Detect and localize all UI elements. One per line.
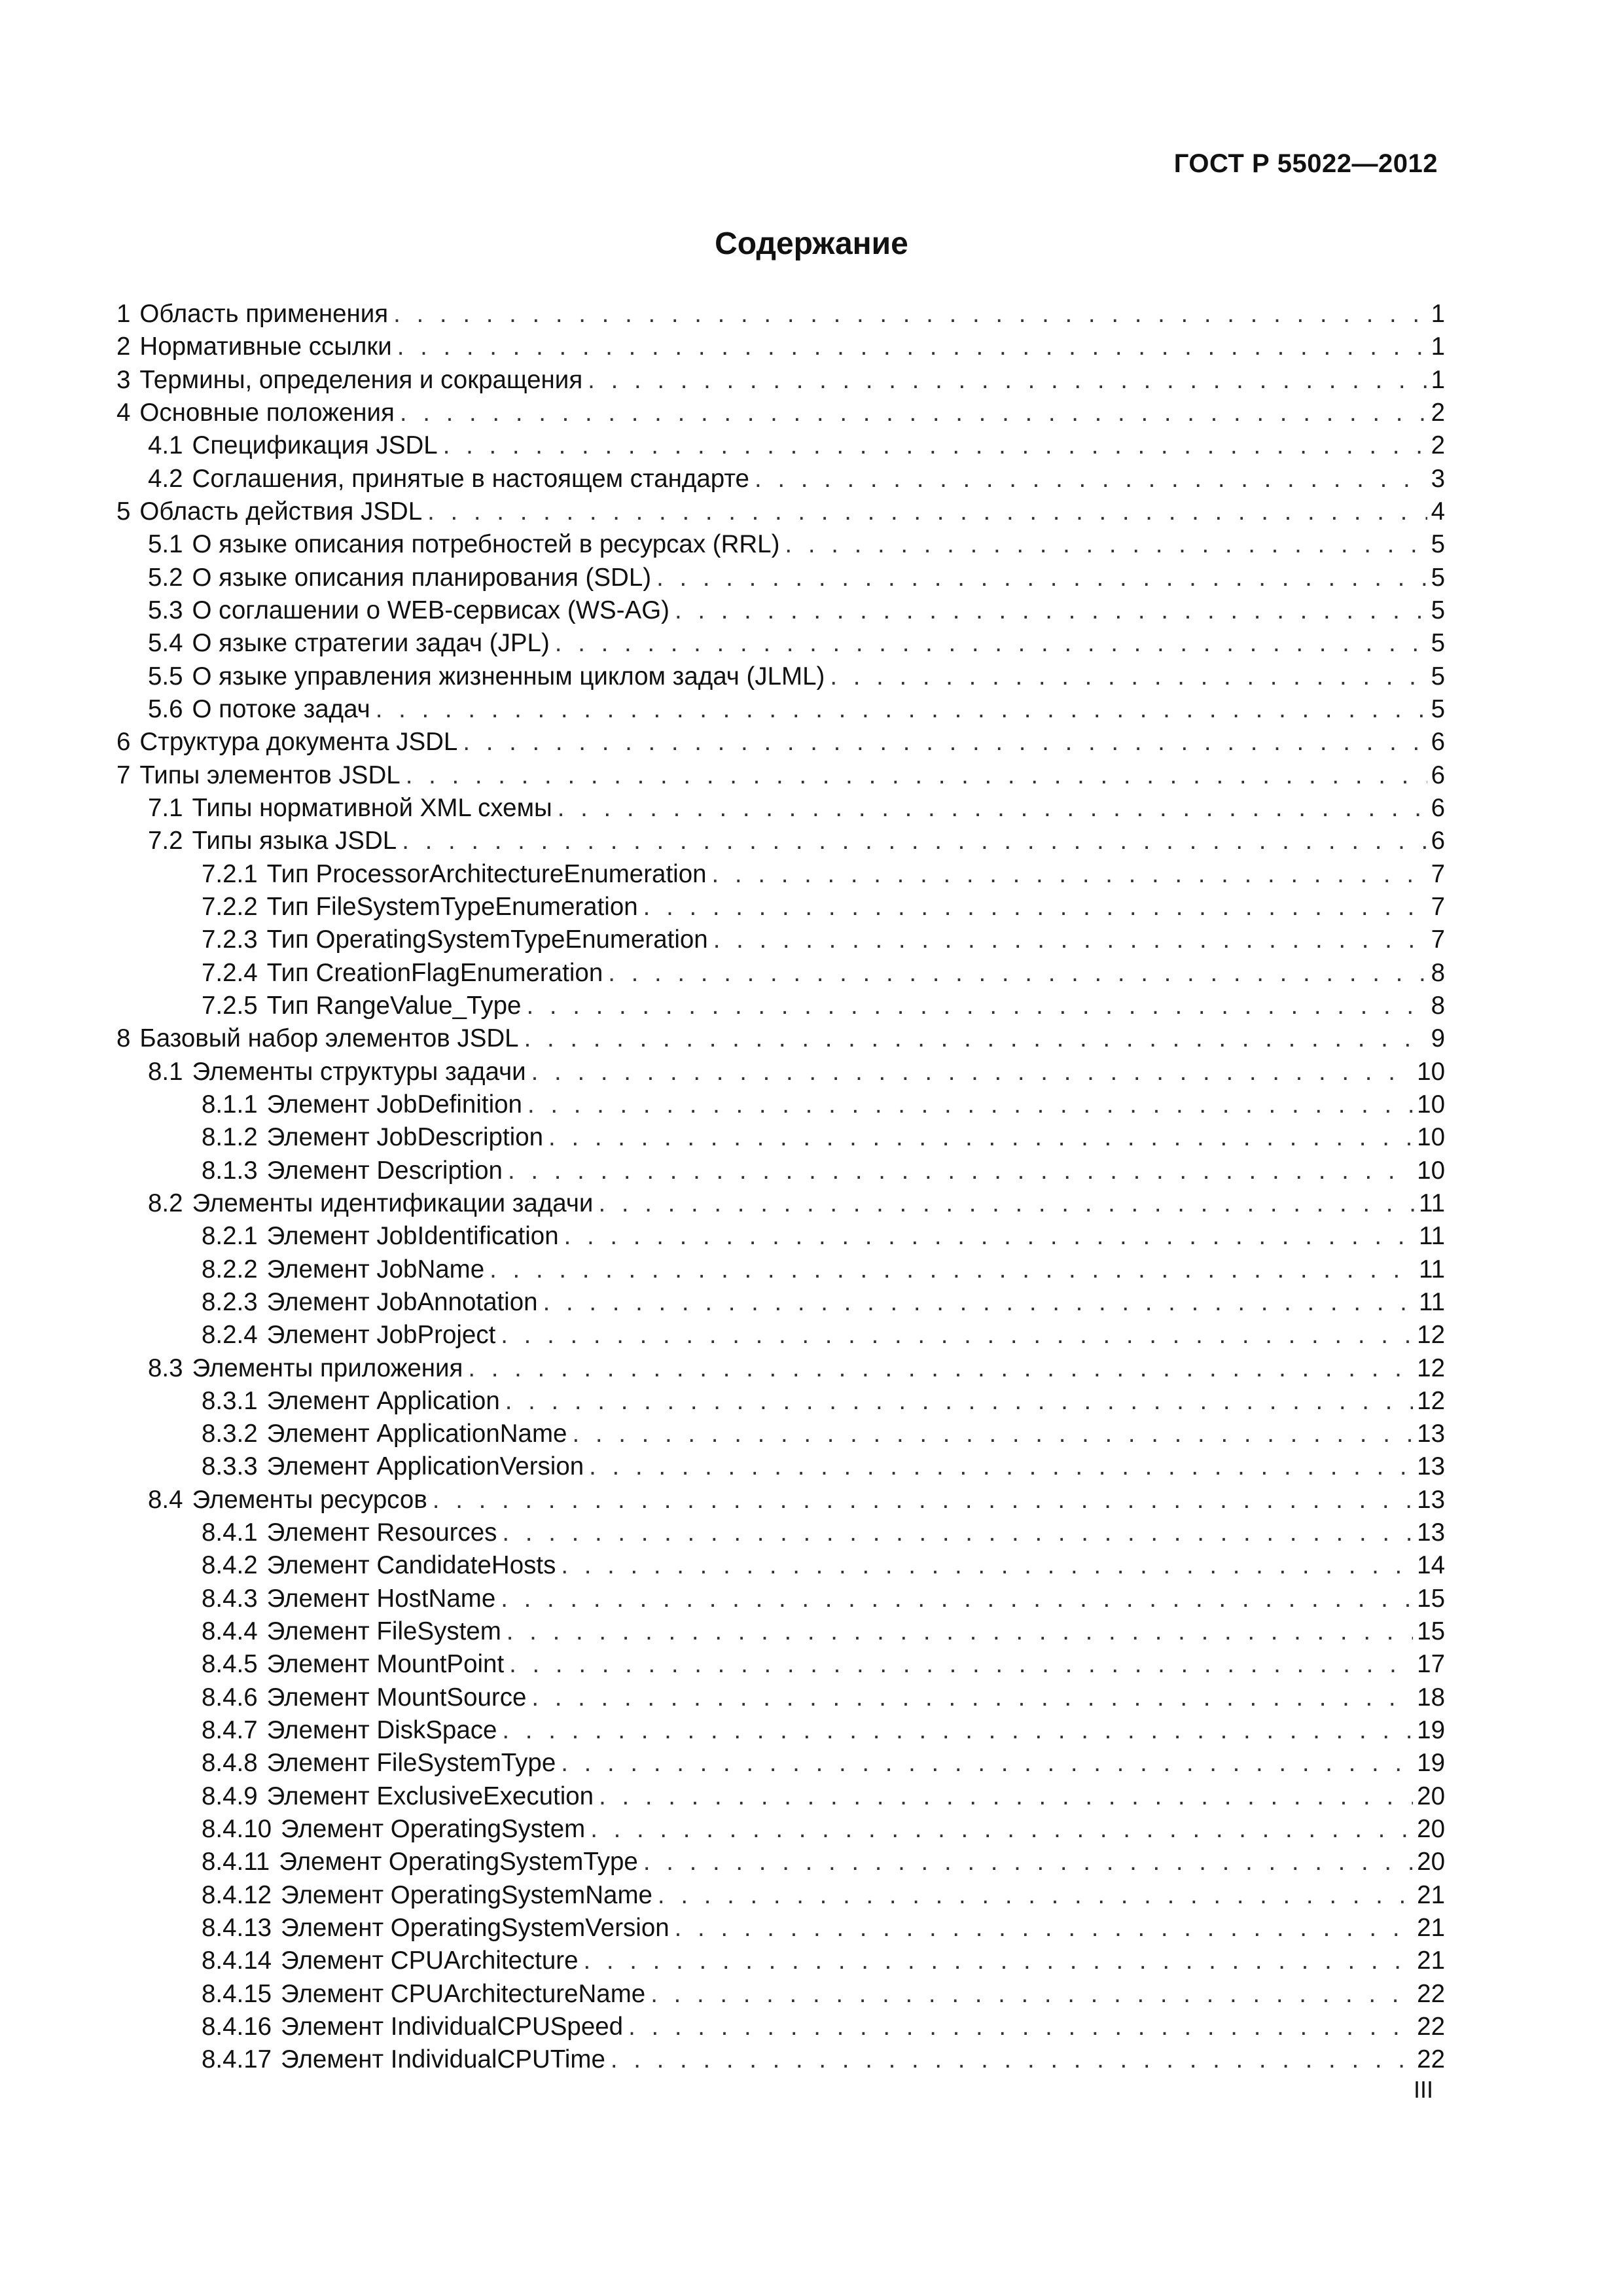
- toc-entry-number: 8.2.1: [202, 1222, 258, 1251]
- toc-entry-number: 8.4.16: [202, 2013, 272, 2041]
- toc-entry[interactable]: [116, 990, 1445, 1022]
- toc-entry[interactable]: [116, 463, 1445, 495]
- toc-entry-number: 8.1.1: [202, 1090, 258, 1119]
- toc-dot-leader: [785, 528, 1427, 561]
- toc-entry-label: Базовый набор элементов JSDL: [139, 1024, 519, 1053]
- toc-entry[interactable]: [116, 1516, 1445, 1549]
- toc-dot-leader: [376, 693, 1427, 726]
- toc-entry-page: 19: [1417, 1716, 1445, 1745]
- toc-entry-label: Элемент ExclusiveExecution: [266, 1782, 594, 1810]
- toc-dot-leader: [526, 990, 1427, 1022]
- toc-entry-number: 3: [116, 365, 131, 394]
- toc-entry[interactable]: [116, 1549, 1445, 1582]
- toc-entry-page: 6: [1431, 761, 1445, 789]
- toc-entry-number: 8.3.3: [202, 1452, 258, 1481]
- toc-entry-label: Основные положения: [139, 398, 395, 427]
- toc-entry-page: 10: [1417, 1090, 1445, 1119]
- toc-entry-label: Элемент CPUArchitectureName: [281, 1979, 646, 2008]
- toc-dot-leader: [531, 1056, 1414, 1088]
- toc-entry-label: Тип ProcessorArchitectureEnumeration: [266, 859, 707, 888]
- toc-dot-leader: [558, 792, 1427, 825]
- table-of-contents: [116, 298, 1445, 2077]
- toc-entry-page: 2: [1431, 431, 1445, 460]
- toc-entry[interactable]: [116, 924, 1445, 956]
- toc-entry-label: Элементы ресурсов: [192, 1485, 427, 1514]
- toc-entry-page: 8: [1431, 958, 1445, 987]
- toc-entry-page: 13: [1417, 1485, 1445, 1514]
- toc-entry-page: 10: [1417, 1156, 1445, 1185]
- toc-dot-leader: [501, 1583, 1413, 1615]
- toc-entry-page: 9: [1431, 1024, 1445, 1053]
- toc-entry[interactable]: [116, 331, 1445, 363]
- toc-entry[interactable]: [116, 759, 1445, 792]
- toc-entry[interactable]: [116, 397, 1445, 429]
- toc-entry-label: О соглашении о WEB-сервисах (WS-AG): [192, 596, 669, 624]
- toc-entry[interactable]: [116, 1978, 1445, 2011]
- toc-dot-leader: [433, 1484, 1413, 1516]
- toc-entry-label: О языке стратегии задач (JPL): [192, 629, 550, 658]
- toc-dot-leader: [608, 957, 1427, 990]
- toc-entry[interactable]: [116, 298, 1445, 331]
- toc-entry-page: 21: [1417, 1880, 1445, 1909]
- toc-entry-number: 7.2: [148, 827, 183, 855]
- toc-entry-number: 6: [116, 728, 131, 757]
- toc-entry[interactable]: [116, 495, 1445, 528]
- toc-entry-label: Элемент HostName: [266, 1584, 496, 1613]
- toc-entry-number: 5.2: [148, 563, 183, 592]
- toc-entry[interactable]: [116, 1714, 1445, 1747]
- toc-entry[interactable]: [116, 1385, 1445, 1418]
- toc-dot-leader: [651, 1978, 1413, 2011]
- toc-entry-page: 11: [1419, 1255, 1445, 1283]
- toc-entry-number: 8.1.2: [202, 1123, 258, 1152]
- toc-entry-page: 14: [1417, 1551, 1445, 1580]
- toc-entry-label: Элементы структуры задачи: [192, 1057, 526, 1086]
- toc-entry-page: 12: [1417, 1386, 1445, 1415]
- toc-dot-leader: [561, 1549, 1413, 1582]
- toc-entry[interactable]: [116, 1220, 1445, 1253]
- toc-entry-label: О языке описания потребностей в ресурсах (RRL): [192, 530, 780, 559]
- toc-entry[interactable]: [116, 1319, 1445, 1352]
- toc-entry-number: 8.4.3: [202, 1584, 258, 1613]
- toc-entry-page: 13: [1417, 1420, 1445, 1448]
- toc-dot-leader: [468, 1352, 1413, 1385]
- toc-entry-label: Элемент DiskSpace: [266, 1716, 497, 1745]
- toc-entry-number: 8.4.2: [202, 1551, 258, 1580]
- toc-entry-number: 7: [116, 761, 131, 789]
- toc-entry-page: 7: [1431, 892, 1445, 921]
- toc-entry-label: Элемент OperatingSystemType: [279, 1848, 638, 1876]
- toc-entry[interactable]: [116, 562, 1445, 594]
- toc-entry-page: 8: [1431, 991, 1445, 1020]
- toc-entry-page: 13: [1417, 1518, 1445, 1547]
- toc-entry-label: Типы языка JSDL: [192, 827, 397, 855]
- toc-dot-leader: [502, 1714, 1413, 1747]
- toc-entry-label: Тип RangeValue_Type: [266, 991, 522, 1020]
- toc-entry-page: 15: [1417, 1584, 1445, 1613]
- toc-entry-page: 11: [1419, 1222, 1445, 1251]
- toc-entry-page: 6: [1431, 827, 1445, 855]
- toc-entry-page: 12: [1417, 1354, 1445, 1382]
- toc-entry-number: 7.2.2: [202, 892, 258, 921]
- toc-entry-label: Элемент OperatingSystem: [281, 1815, 586, 1844]
- toc-entry-label: Элемент Application: [266, 1386, 500, 1415]
- toc-entry-page: 5: [1431, 694, 1445, 723]
- toc-entry-number: 8.4.6: [202, 1683, 258, 1712]
- toc-dot-leader: [599, 1780, 1413, 1813]
- toc-dot-leader: [505, 1385, 1413, 1418]
- toc-entry-page: 20: [1417, 1782, 1445, 1810]
- toc-entry-label: Термины, определения и сокращения: [139, 365, 583, 394]
- toc-entry[interactable]: [116, 364, 1445, 397]
- toc-entry-page: 20: [1417, 1848, 1445, 1876]
- toc-entry-page: 1: [1431, 365, 1445, 394]
- toc-dot-leader: [713, 924, 1427, 956]
- toc-entry-label: Элемент IndividualCPUTime: [281, 2045, 605, 2074]
- toc-entry-number: 5.3: [148, 596, 183, 624]
- toc-dot-leader: [572, 1418, 1413, 1450]
- toc-dot-leader: [402, 825, 1427, 857]
- toc-entry[interactable]: [116, 1813, 1445, 1846]
- toc-entry-number: 8.4.5: [202, 1650, 258, 1679]
- toc-entry-number: 8.4.12: [202, 1880, 272, 1909]
- toc-entry[interactable]: [116, 1056, 1445, 1088]
- toc-entry-number: 8: [116, 1024, 131, 1053]
- toc-dot-leader: [427, 495, 1427, 528]
- toc-entry-label: Элемент JobAnnotation: [266, 1287, 538, 1316]
- toc-entry-label: Элемент Description: [266, 1156, 503, 1185]
- toc-dot-leader: [527, 1088, 1413, 1121]
- toc-dot-leader: [656, 562, 1427, 594]
- toc-entry[interactable]: [116, 1615, 1445, 1648]
- toc-dot-leader: [830, 660, 1427, 693]
- toc-entry-page: 1: [1431, 332, 1445, 361]
- toc-dot-leader: [406, 759, 1427, 792]
- toc-dot-leader: [507, 1615, 1413, 1648]
- toc-dot-leader: [463, 726, 1427, 759]
- toc-entry[interactable]: [116, 957, 1445, 990]
- toc-entry-label: Область применения: [139, 300, 389, 328]
- toc-entry[interactable]: [116, 1484, 1445, 1516]
- toc-dot-leader: [589, 1450, 1413, 1483]
- toc-entry-label: Элемент CandidateHosts: [266, 1551, 556, 1580]
- toc-entry-page: 22: [1417, 1979, 1445, 2008]
- toc-entry-page: 22: [1417, 2013, 1445, 2041]
- toc-entry-label: Элемент JobIdentification: [266, 1222, 559, 1251]
- toc-entry[interactable]: [116, 891, 1445, 924]
- toc-entry-number: 8.4.1: [202, 1518, 258, 1547]
- toc-dot-leader: [548, 1121, 1413, 1154]
- toc-entry-number: 7.2.5: [202, 991, 258, 1020]
- document-code: ГОСТ Р 55022—2012: [1173, 149, 1438, 178]
- toc-entry-number: 8.4.7: [202, 1716, 258, 1745]
- toc-entry-label: Тип FileSystemTypeEnumeration: [266, 892, 638, 921]
- toc-entry-number: 8.4.4: [202, 1617, 258, 1646]
- toc-entry[interactable]: [116, 1583, 1445, 1615]
- toc-entry-label: Типы нормативной XML схемы: [192, 793, 552, 822]
- toc-entry-number: 1: [116, 300, 131, 328]
- toc-entry-label: Элемент JobDefinition: [266, 1090, 522, 1119]
- toc-entry[interactable]: [116, 726, 1445, 759]
- toc-entry-number: 8.4.8: [202, 1749, 258, 1778]
- toc-dot-leader: [712, 858, 1427, 891]
- toc-entry-number: 8.4.10: [202, 1815, 272, 1844]
- toc-dot-leader: [501, 1319, 1413, 1352]
- toc-dot-leader: [502, 1516, 1413, 1549]
- toc-entry-number: 8.3: [148, 1354, 183, 1382]
- toc-entry-label: Элементы приложения: [192, 1354, 463, 1382]
- toc-entry[interactable]: [116, 1681, 1445, 1714]
- toc-entry[interactable]: [116, 1648, 1445, 1681]
- page-number: III: [1413, 2076, 1433, 2103]
- toc-dot-leader: [643, 1846, 1413, 1878]
- toc-entry-label: Нормативные ссылки: [139, 332, 392, 361]
- toc-entry[interactable]: [116, 1187, 1445, 1220]
- toc-entry[interactable]: [116, 693, 1445, 726]
- toc-entry-page: 12: [1417, 1321, 1445, 1350]
- toc-entry-label: О языке описания планирования (SDL): [192, 563, 652, 592]
- toc-entry-label: Элемент JobDescription: [266, 1123, 544, 1152]
- toc-entry[interactable]: [116, 1879, 1445, 1912]
- toc-entry[interactable]: [116, 594, 1445, 627]
- toc-entry-page: 1: [1431, 300, 1445, 328]
- toc-title: Содержание: [715, 226, 908, 261]
- toc-entry-label: Типы элементов JSDL: [139, 761, 401, 789]
- toc-dot-leader: [531, 1681, 1413, 1714]
- toc-entry-page: 21: [1417, 1946, 1445, 1975]
- toc-entry-label: Элемент Resources: [266, 1518, 497, 1547]
- toc-dot-leader: [628, 2011, 1413, 2043]
- toc-entry-page: 5: [1431, 530, 1445, 559]
- toc-entry-label: Элемент ApplicationName: [266, 1420, 567, 1448]
- toc-entry[interactable]: [116, 1352, 1445, 1385]
- toc-entry-number: 8.3.1: [202, 1386, 258, 1415]
- toc-entry-number: 8.1: [148, 1057, 183, 1086]
- toc-entry[interactable]: [116, 1253, 1445, 1286]
- toc-dot-leader: [598, 1187, 1415, 1220]
- toc-entry-label: Элемент IndividualCPUSpeed: [281, 2013, 624, 2041]
- toc-entry-number: 8.1.3: [202, 1156, 258, 1185]
- toc-entry-number: 8.4.17: [202, 2045, 272, 2074]
- toc-entry-label: Элемент MountSource: [266, 1683, 527, 1712]
- toc-entry-page: 21: [1417, 1914, 1445, 1943]
- toc-entry-page: 18: [1417, 1683, 1445, 1712]
- toc-entry-label: О языке управления жизненным циклом задач (JLML): [192, 662, 825, 691]
- toc-dot-leader: [443, 429, 1427, 462]
- toc-dot-leader: [611, 2043, 1413, 2076]
- toc-entry-page: 6: [1431, 728, 1445, 757]
- toc-dot-leader: [400, 397, 1427, 429]
- toc-dot-leader: [590, 1813, 1413, 1846]
- toc-entry-page: 20: [1417, 1815, 1445, 1844]
- toc-entry-page: 11: [1419, 1189, 1445, 1217]
- toc-dot-leader: [509, 1648, 1413, 1681]
- toc-entry-number: 8.2: [148, 1189, 183, 1217]
- toc-dot-leader: [588, 364, 1427, 397]
- toc-dot-leader: [524, 1022, 1427, 1055]
- toc-entry-label: Элемент JobName: [266, 1255, 485, 1283]
- toc-entry-label: Элемент FileSystem: [266, 1617, 501, 1646]
- toc-entry-page: 17: [1417, 1650, 1445, 1679]
- toc-entry[interactable]: [116, 858, 1445, 891]
- toc-entry-number: 7.2.1: [202, 859, 258, 888]
- toc-entry-label: Спецификация JSDL: [192, 431, 438, 460]
- toc-entry-page: 6: [1431, 793, 1445, 822]
- toc-entry[interactable]: [116, 429, 1445, 462]
- toc-dot-leader: [564, 1220, 1415, 1253]
- toc-dot-leader: [675, 1912, 1414, 1945]
- toc-dot-leader: [397, 331, 1427, 363]
- toc-entry-number: 5: [116, 497, 131, 526]
- toc-entry[interactable]: [116, 528, 1445, 561]
- toc-entry-number: 7.2.4: [202, 958, 258, 987]
- toc-entry-page: 15: [1417, 1617, 1445, 1646]
- toc-entry[interactable]: [116, 1747, 1445, 1780]
- toc-dot-leader: [561, 1747, 1413, 1780]
- toc-entry-page: 19: [1417, 1749, 1445, 1778]
- toc-entry-label: Элемент OperatingSystemVersion: [281, 1914, 669, 1943]
- toc-entry-number: 5.6: [148, 694, 183, 723]
- toc-dot-leader: [490, 1253, 1415, 1286]
- toc-entry-number: 8.2.4: [202, 1321, 258, 1350]
- toc-entry-number: 5.4: [148, 629, 183, 658]
- toc-dot-leader: [658, 1879, 1413, 1912]
- toc-entry-page: 5: [1431, 596, 1445, 624]
- toc-entry-number: 4: [116, 398, 131, 427]
- toc-entry[interactable]: [116, 1286, 1445, 1319]
- toc-entry-number: 8.4.9: [202, 1782, 258, 1810]
- toc-entry-label: Элемент CPUArchitecture: [281, 1946, 579, 1975]
- toc-entry[interactable]: [116, 1088, 1445, 1121]
- toc-entry-page: 2: [1431, 398, 1445, 427]
- toc-entry[interactable]: [116, 1121, 1445, 1154]
- toc-entry-number: 2: [116, 332, 131, 361]
- toc-entry-page: 10: [1417, 1123, 1445, 1152]
- toc-dot-leader: [755, 463, 1427, 495]
- toc-entry[interactable]: [116, 1418, 1445, 1450]
- toc-entry-number: 8.2.2: [202, 1255, 258, 1283]
- toc-entry[interactable]: [116, 2011, 1445, 2043]
- toc-entry-page: 13: [1417, 1452, 1445, 1481]
- toc-entry-number: 5.1: [148, 530, 183, 559]
- toc-entry[interactable]: [116, 627, 1445, 660]
- toc-entry-page: 5: [1431, 629, 1445, 658]
- toc-entry-number: 7.1: [148, 793, 183, 822]
- toc-entry-label: Структура документа JSDL: [139, 728, 458, 757]
- toc-entry-number: 4.2: [148, 464, 183, 493]
- toc-entry-number: 8.4: [148, 1485, 183, 1514]
- toc-entry-label: О потоке задач: [192, 694, 370, 723]
- toc-entry-page: 5: [1431, 563, 1445, 592]
- toc-entry[interactable]: [116, 2043, 1445, 2076]
- toc-entry[interactable]: [116, 1780, 1445, 1813]
- toc-entry[interactable]: [116, 1846, 1445, 1878]
- toc-entry-label: Элемент ApplicationVersion: [266, 1452, 584, 1481]
- toc-dot-leader: [555, 627, 1427, 660]
- toc-entry-page: 5: [1431, 662, 1445, 691]
- toc-entry-label: Элемент OperatingSystemName: [281, 1880, 652, 1909]
- toc-entry-label: Тип CreationFlagEnumeration: [266, 958, 603, 987]
- toc-entry-number: 8.4.15: [202, 1979, 272, 2008]
- toc-entry-page: 7: [1431, 925, 1445, 954]
- toc-entry[interactable]: [116, 1945, 1445, 1977]
- toc-entry-page: 10: [1417, 1057, 1445, 1086]
- toc-entry-page: 4: [1431, 497, 1445, 526]
- toc-dot-leader: [675, 594, 1427, 627]
- toc-entry-label: Область действия JSDL: [139, 497, 423, 526]
- toc-entry-label: Соглашения, принятые в настоящем стандарте: [192, 464, 749, 493]
- toc-entry-number: 7.2.3: [202, 925, 258, 954]
- toc-entry-number: 5.5: [148, 662, 183, 691]
- toc-dot-leader: [508, 1155, 1413, 1187]
- toc-entry-number: 8.3.2: [202, 1420, 258, 1448]
- toc-entry-page: 11: [1419, 1287, 1445, 1316]
- toc-entry-number: 4.1: [148, 431, 183, 460]
- toc-dot-leader: [543, 1286, 1415, 1319]
- toc-entry-page: 22: [1417, 2045, 1445, 2074]
- toc-entry-label: Элементы идентификации задачи: [192, 1189, 594, 1217]
- toc-entry-number: 8.4.11: [202, 1848, 270, 1876]
- toc-entry[interactable]: [116, 792, 1445, 825]
- toc-dot-leader: [393, 298, 1427, 331]
- toc-entry-number: 8.4.13: [202, 1914, 272, 1943]
- toc-entry-page: 3: [1431, 464, 1445, 493]
- toc-entry-number: 8.4.14: [202, 1946, 272, 1975]
- toc-entry-label: Тип OperatingSystemTypeEnumeration: [266, 925, 708, 954]
- toc-entry-label: Элемент FileSystemType: [266, 1749, 556, 1778]
- toc-entry-page: 7: [1431, 859, 1445, 888]
- toc-entry-label: Элемент MountPoint: [266, 1650, 505, 1679]
- toc-entry[interactable]: [116, 1912, 1445, 1945]
- toc-entry[interactable]: [116, 825, 1445, 857]
- toc-entry[interactable]: [116, 1022, 1445, 1055]
- toc-entry-number: 8.2.3: [202, 1287, 258, 1316]
- toc-entry-label: Элемент JobProject: [266, 1321, 496, 1350]
- toc-dot-leader: [584, 1945, 1414, 1977]
- toc-entry[interactable]: [116, 1155, 1445, 1187]
- toc-entry[interactable]: [116, 660, 1445, 693]
- toc-dot-leader: [643, 891, 1427, 924]
- toc-entry[interactable]: [116, 1450, 1445, 1483]
